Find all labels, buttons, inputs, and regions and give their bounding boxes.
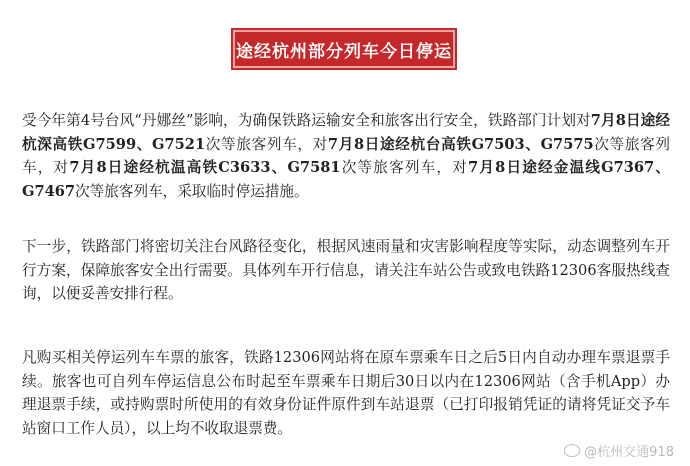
watermark-text: @杭州交通918: [584, 445, 674, 460]
weibo-watermark: [564, 441, 674, 460]
title-banner: [233, 30, 455, 68]
paragraph-text: 次等旅客列车，对: [22, 135, 670, 176]
train-schedule-highlight: 7月8日途经杭台高铁G7503、G7575: [327, 135, 594, 153]
train-schedule-highlight: 7月8日途经金温线G7367、G7467: [22, 159, 670, 200]
paragraph-refund-info: 凡购买相关停运列车车票的旅客，铁路12306网站将在原车票乘车日之后5日内自动办理车票退票手续。旅客也可自列车停运信息公布时起至车票乘车日期后30日以内在12306网站（含手机App）办理退票手续，或持购票时所使用的有效身份证件原件到车站退票（已打印报销凭证的请将凭证交予车站窗口工作人员），以上均不收取退票费。: [22, 349, 670, 437]
paragraph-text: 次等旅客列车，对: [205, 135, 328, 153]
train-schedule-highlight: 7月8日途经杭深高铁G7599、G7521: [22, 112, 670, 153]
paragraph-text: 次等旅客列车，对: [340, 159, 468, 176]
train-schedule-highlight: 7月8日途经杭温高铁C3633、G7581: [69, 159, 341, 176]
weibo-icon: [564, 444, 580, 457]
paragraph-suspension-notice: [22, 109, 670, 203]
paragraph-next-steps: 下一步，铁路部门将密切关注台风路径变化，根据风速雨量和灾害影响程度等实际，动态调整列车开行方案，保障旅客安全出行需要。具体列车开行信息，请关注车站公告或致电铁路12306客服热线查询，以便妥善安排行程。: [22, 238, 670, 302]
page-title: 途经杭州部分列车今日停运: [236, 41, 452, 62]
paragraph-text: 受今年第4号台风“丹娜丝”影响，为确保铁路运输安全和旅客出行安全，铁路部门计划对: [22, 112, 591, 129]
paragraph-text: 次等旅客列车，采取临时停运措施。: [75, 182, 309, 200]
